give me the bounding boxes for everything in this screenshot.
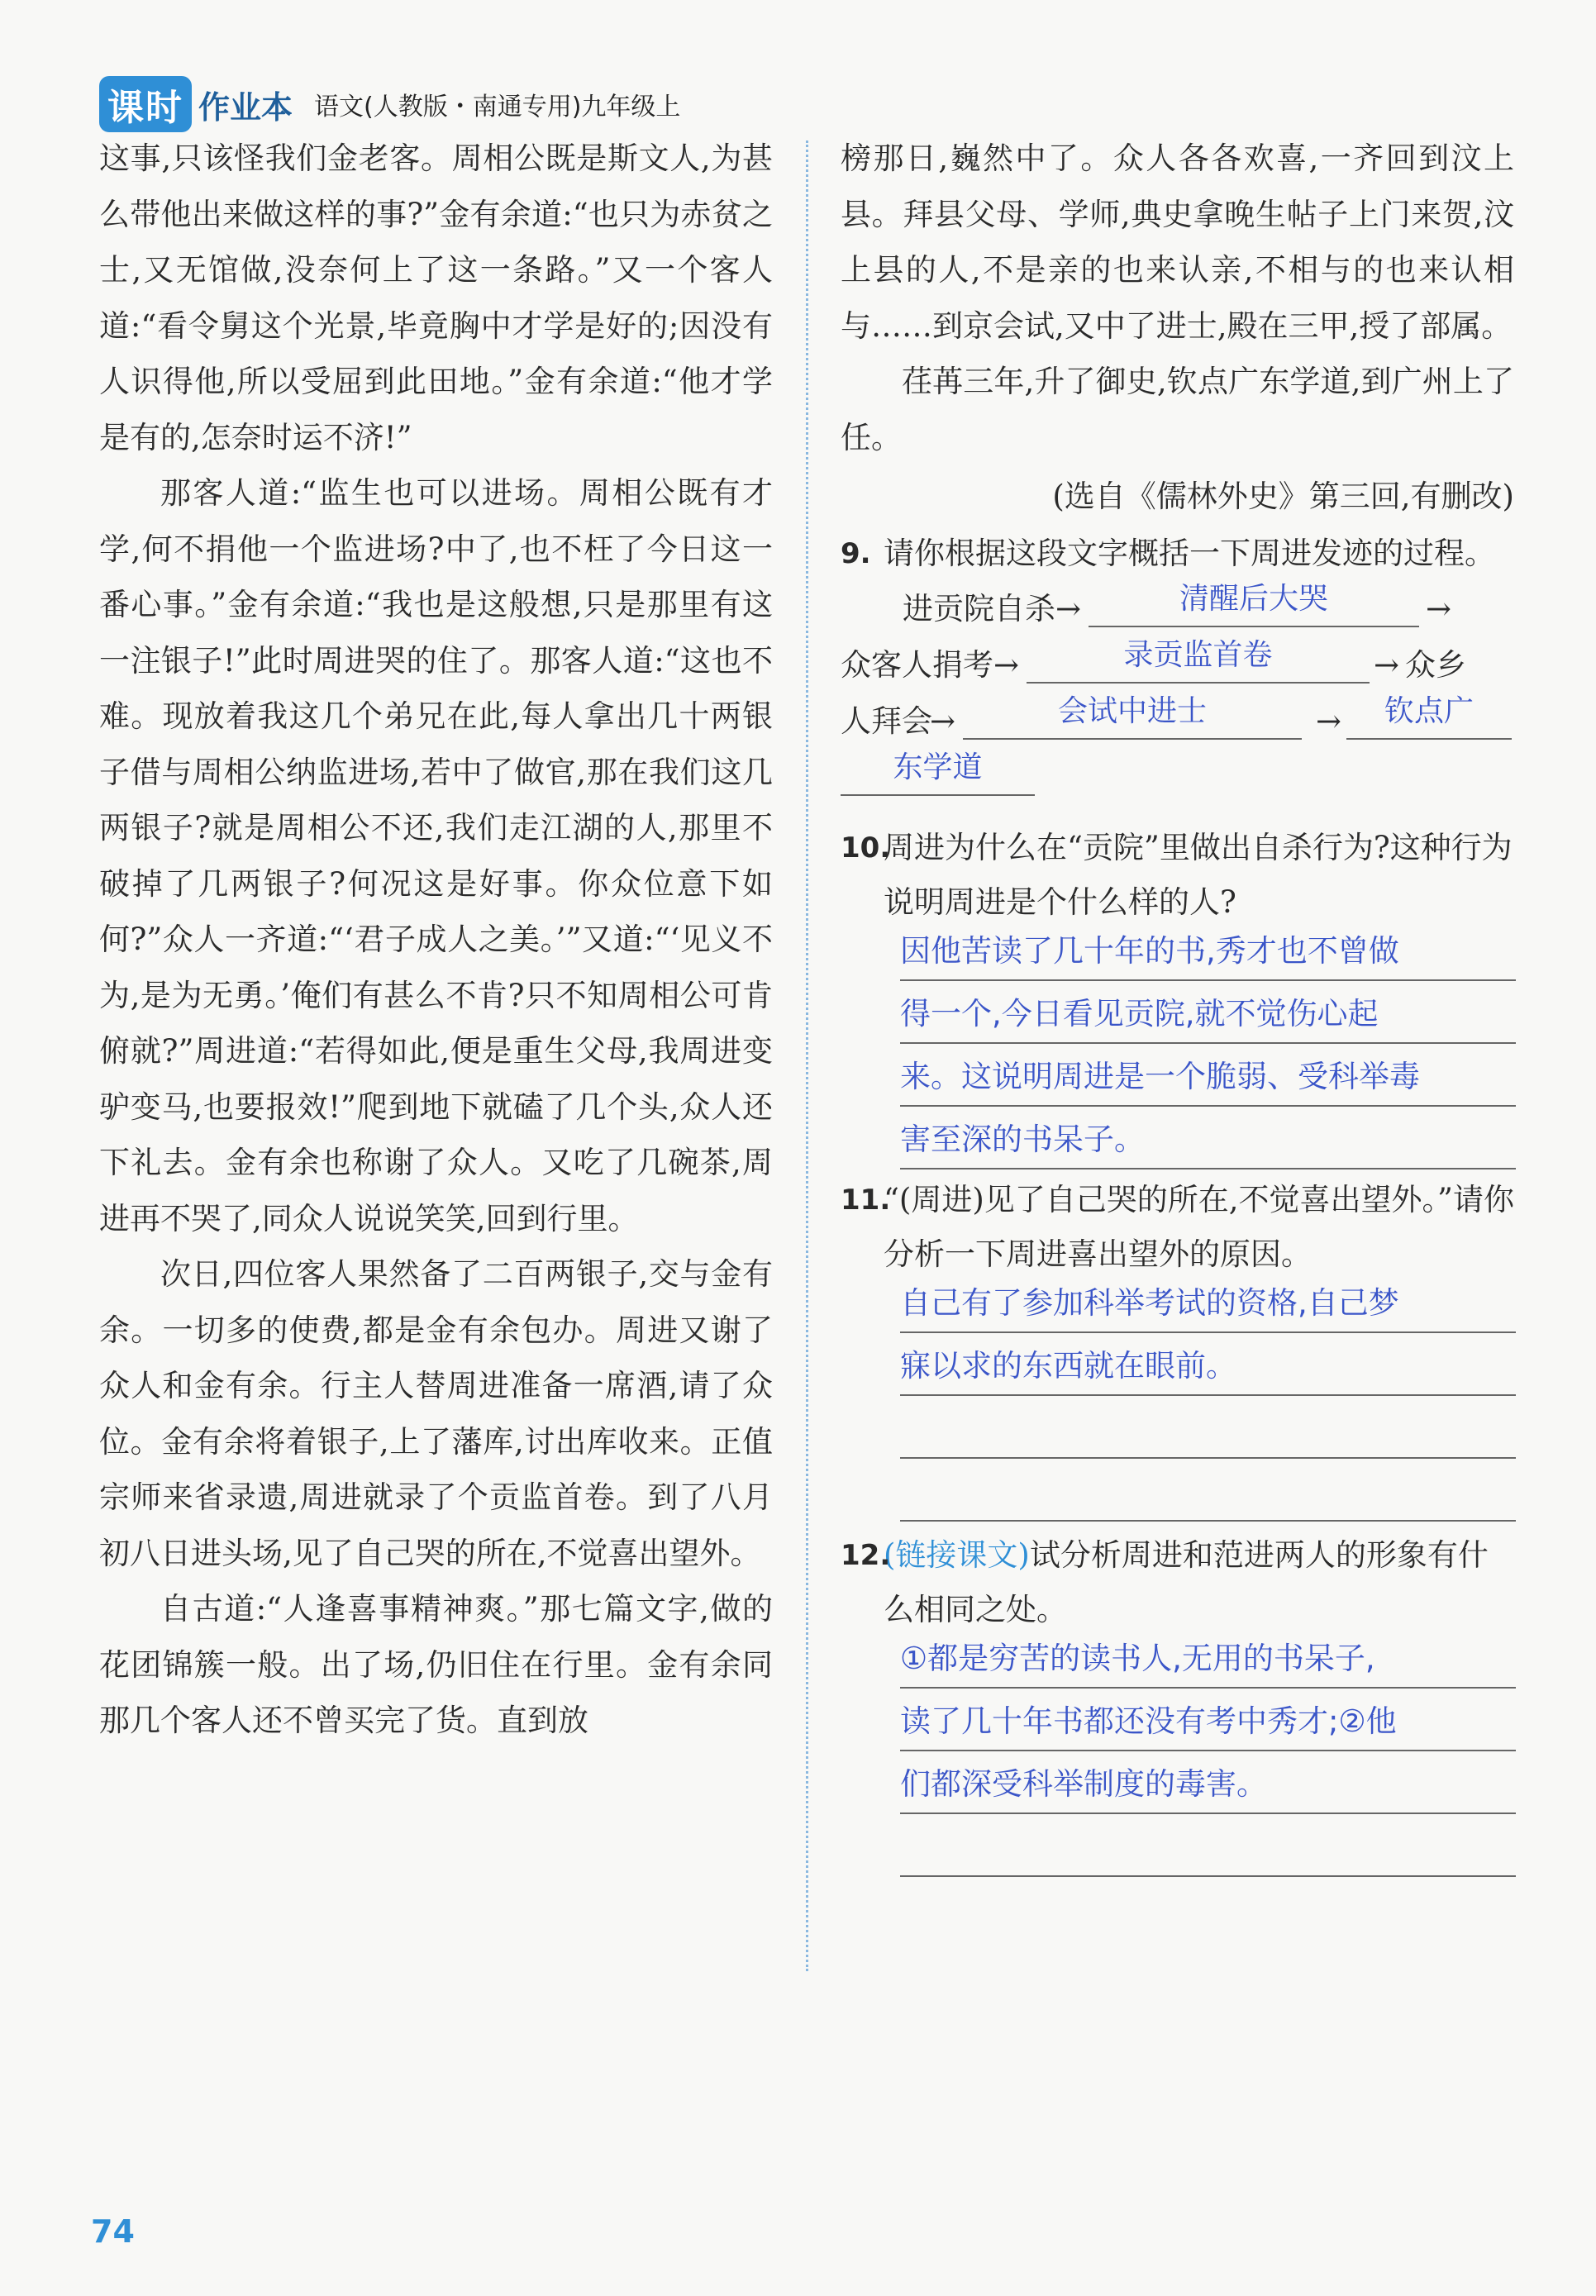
- arrow-icon: →: [1426, 590, 1452, 626]
- passage-source: (选自《儒林外史》第三回,有删改): [1052, 479, 1514, 514]
- arrow-icon: →: [930, 703, 956, 739]
- answer-blank-3[interactable]: 会试中进士: [963, 688, 1302, 740]
- answer-lines-12: [900, 1626, 1516, 1877]
- answer-line[interactable]: [900, 1459, 1516, 1522]
- question-12: [841, 1528, 1514, 1637]
- answer-line[interactable]: [900, 1814, 1516, 1877]
- passage-left-column: [99, 131, 773, 1749]
- right-column: [841, 131, 1514, 1877]
- arrow-icon: →: [1055, 590, 1082, 626]
- passage-paragraph: 次日,四位客人果然备了二百两银子,交与金有余。一切多的使费,都是金有余包办。周进又谢了众人和金有余。行主人替周进准备一席酒,请了众位。金有余将着银子,上了藩库,讨出库收来。正值宗师来省录遗,周进就录了个贡监首卷。到了八月初八日进头场,见了自己哭的所在,不觉喜出望外。: [99, 1256, 773, 1571]
- question-10: [841, 821, 1514, 930]
- question-number: 11.: [841, 1183, 891, 1217]
- question-number: 12.: [841, 1538, 891, 1572]
- passage-continuation: 榜那日,巍然中了。众人各各欢喜,一齐回到汶上县。拜县父母、学师,典史拿晚生帖子上门来贺,汶上县的人,不是亲的也来认亲,不相与的也来认相与……到京会试,又中了进士,殿在三甲,授了部属。: [841, 141, 1514, 344]
- arrow-icon: →: [1316, 703, 1342, 739]
- answer-blank-4a[interactable]: 钦点广: [1346, 688, 1512, 740]
- answer-line[interactable]: ①都是穷苦的读书人,无用的书呆子,: [900, 1626, 1516, 1689]
- answer-line[interactable]: 读了几十年书都还没有考中秀才;②他: [900, 1689, 1516, 1751]
- subject-label: 语文(人教版・南通专用)九年级上: [314, 93, 681, 121]
- flow-step-3b: 人拜会: [841, 703, 932, 739]
- arrow-icon: →: [1374, 646, 1400, 683]
- question-text: “(周进)见了自己哭的所在,不觉喜出望外。”请你分析一下周进喜出望外的原因。: [884, 1181, 1514, 1272]
- answer-line[interactable]: 因他苦读了几十年的书,秀才也不曾做: [900, 918, 1516, 981]
- question-text: 试分析周进和范进两人的形象有什么相同之处。: [884, 1536, 1489, 1627]
- logo-mark: 课时: [99, 76, 192, 132]
- answer-lines-10: [900, 918, 1516, 1169]
- flow-step-1: 进贡院自杀: [903, 590, 1055, 626]
- question-text: 周进为什么在“贡院”里做出自杀行为?这种行为说明周进是个什么样的人?: [884, 829, 1513, 920]
- logo-text: 作业本: [198, 88, 293, 126]
- flow-step-3a: 众乡: [1405, 646, 1466, 683]
- answer-line[interactable]: 自己有了参加科举考试的资格,自己梦: [900, 1270, 1516, 1333]
- question-text: 请你根据这段文字概括一下周进发迹的过程。: [884, 535, 1495, 571]
- flow-step-2: 众客人捐考: [841, 646, 993, 683]
- answer-line[interactable]: 们都深受科举制度的毒害。: [900, 1751, 1516, 1814]
- answer-blank-4b[interactable]: 东学道: [841, 745, 1035, 796]
- passage-paragraph: 自古道:“人逢喜事精神爽。”那七篇文字,做的花团锦簇一般。出了场,仍旧住在行里。金有余同那几个客人还不曾买完了货。直到放: [99, 1591, 773, 1738]
- answer-blank-1[interactable]: 清醒后大哭: [1089, 576, 1419, 627]
- answer-line[interactable]: [900, 1396, 1516, 1459]
- passage-paragraph: 这事,只该怪我们金老客。周相公既是斯文人,为甚么带他出来做这样的事?”金有余道:“也只为赤贫之士,又无馆做,没奈何上了这一条路。”又一个客人道:“看令舅这个光景,毕竟胸中才学是好的;因没有人识得他,所以受屈到此田地。”金有余道:“他才学是有的,怎奈时运不济!”: [99, 141, 773, 455]
- question-number: 10.: [841, 831, 891, 865]
- answer-lines-11: [900, 1270, 1516, 1522]
- question-number: 9.: [841, 536, 871, 570]
- page-header: [99, 79, 680, 129]
- answer-line[interactable]: 害至深的书呆子。: [900, 1107, 1516, 1169]
- question-9: [841, 526, 1514, 581]
- passage-paragraph: 荏苒三年,升了御史,钦点广东学道,到广州上了任。: [841, 364, 1514, 455]
- answer-blank-2[interactable]: 录贡监首卷: [1027, 632, 1370, 684]
- arrow-icon: →: [993, 646, 1020, 683]
- page-number: 74: [91, 2213, 135, 2250]
- answer-line[interactable]: 得一个,今日看见贡院,就不觉伤心起: [900, 981, 1516, 1044]
- answer-line[interactable]: 来。这说明周进是一个脆弱、受科举毒: [900, 1044, 1516, 1107]
- column-divider: [806, 141, 808, 1971]
- process-flow: [841, 581, 1514, 821]
- answer-line[interactable]: 寐以求的东西就在眼前。: [900, 1333, 1516, 1396]
- question-11: [841, 1173, 1514, 1282]
- passage-paragraph: 那客人道:“监生也可以进场。周相公既有才学,何不捐他一个监进场?中了,也不枉了今日这一番心事。”金有余道:“我也是这般想,只是那里有这一注银子!”此时周进哭的住了。那客人道:“这也不难。现放着我这几个弟兄在此,每人拿出几十两银子借与周相公纳监进场,若中了做官,那在我们这几两银子?就是周相公不还,我们走江湖的人,那里不破掉了几两银子?何况这是好事。你众位意下如何?”众人一齐道:“‘君子成人之美。’”又道:“‘见义不为,是为无勇。’俺们有甚么不肯?只不知周相公可肯俯就?”周进道:“若得如此,便是重生父母,我周进变驴变马,也要报效!”爬到地下就磕了几个头,众人还下礼去。金有余也称谢了众人。又吃了几碗茶,周进再不哭了,同众人说说笑笑,回到行里。: [99, 475, 773, 1236]
- link-text-tag: (链接课文): [884, 1536, 1030, 1573]
